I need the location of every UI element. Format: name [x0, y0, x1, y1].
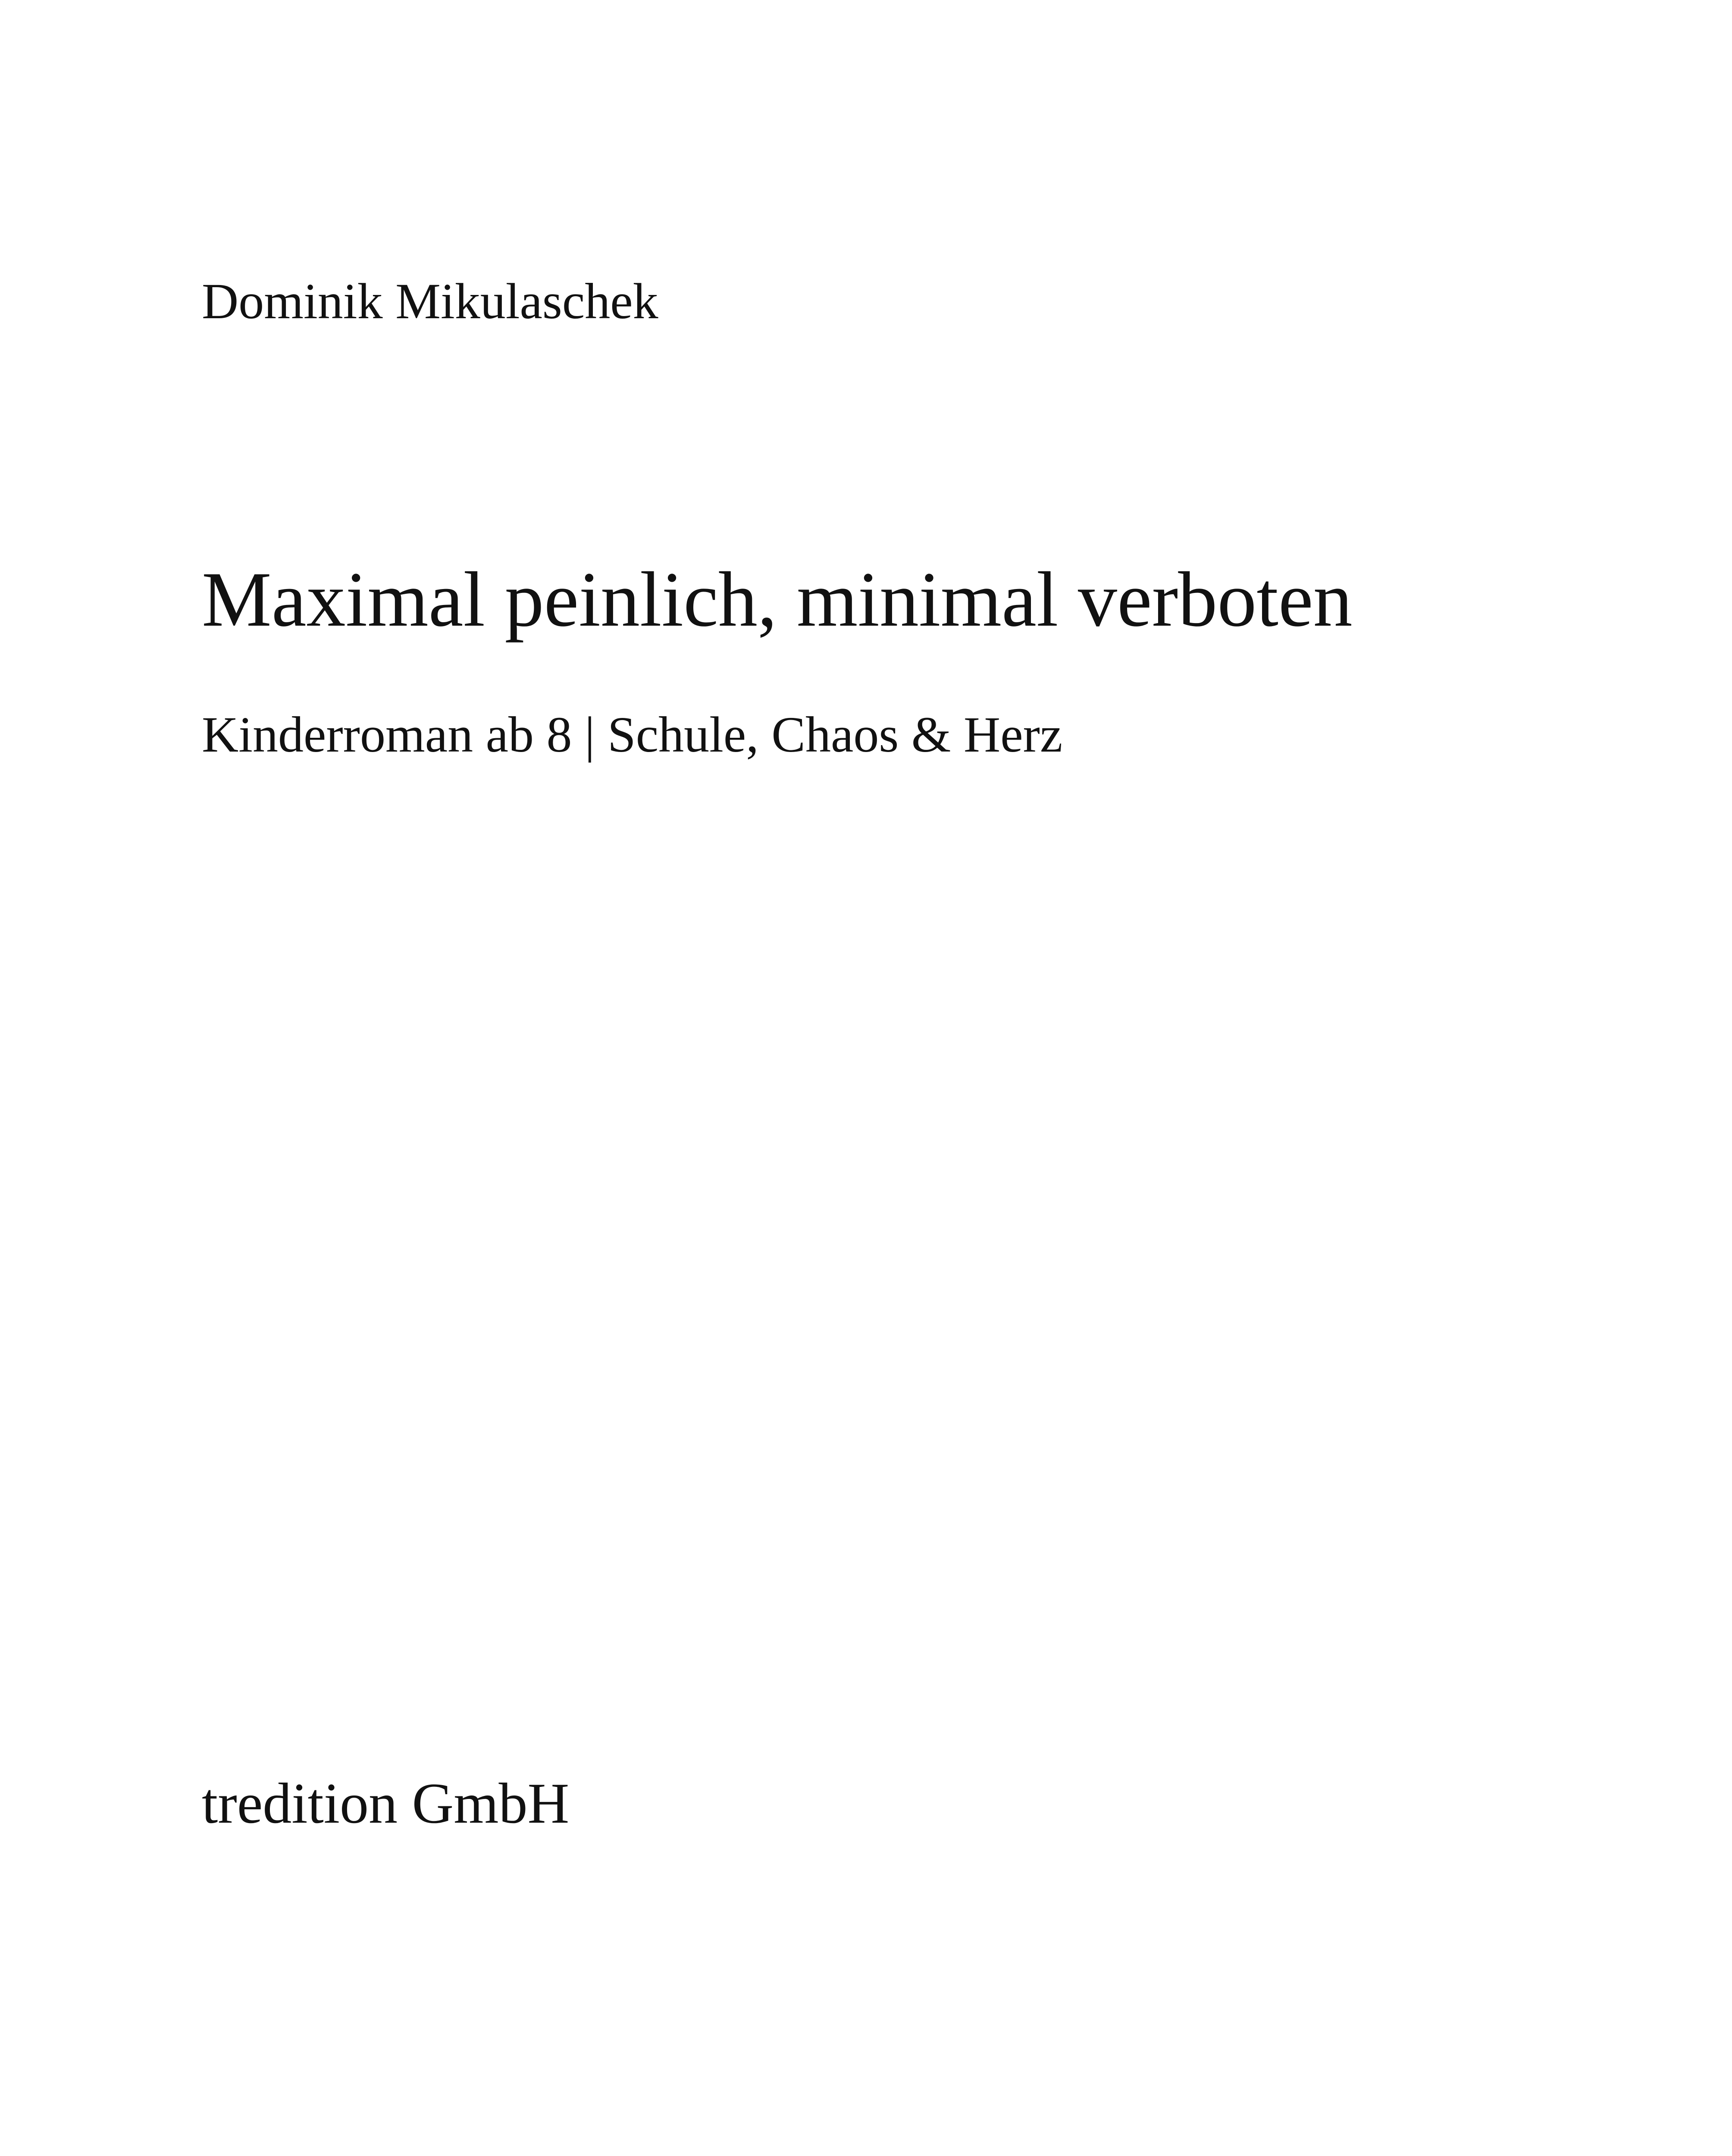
- author-name: Dominik Mikulaschek: [202, 273, 658, 329]
- book-subtitle: Kinderroman ab 8 | Schule, Chaos & Herz: [202, 706, 1063, 763]
- publisher-name: tredition GmbH: [202, 1771, 570, 1835]
- book-title: Maximal peinlich, minimal verboten: [202, 556, 1353, 643]
